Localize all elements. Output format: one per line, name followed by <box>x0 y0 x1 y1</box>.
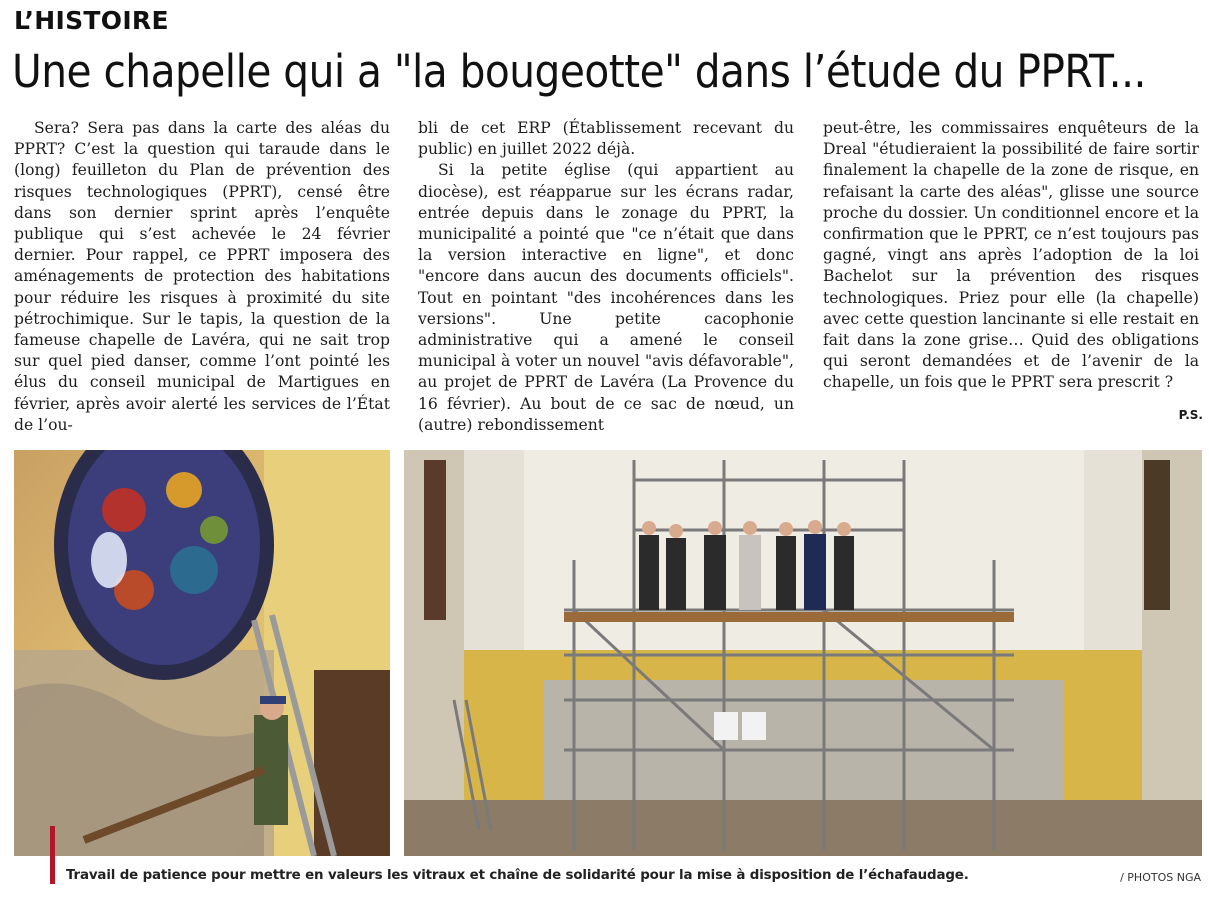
paragraph: Si la petite église (qui appartient au diocèse), est réapparue sur les écrans radar, entrée depuis dans le zonage du PPRT, la municipalité a pointé que "ce n’était que dans la version interactive en ligne", et donc "encore dans aucun des documents officiels". Tout en pointant "des incohérences dans les versions". Une petite cacophonie administrative qui a amené le conseil municipal à voter un nouvel "avis défavorable", au projet de PPRT de Lavéra (La Provence du 16 février). Au bout de ce sac de nœud, un (autre) rebondissement <box>418 161 794 434</box>
article-headline: Une chapelle qui a "la bougeotte" dans l’étude du PPRT... <box>12 45 1146 98</box>
photo-stained-glass-restoration <box>14 450 390 856</box>
paragraph: peut-être, les commissaires enquêteurs de la Dreal "étudieraient la possibilité de faire sortir finalement la chapelle de la zone de risque, en refaisant la carte des aléas", glisse une source proche du dossier. Un conditionnel encore et la confirmation que le PPRT, ce n’est toujours pas gagné, vingt ans après l’adoption de la loi Bachelot sur la prévention des risques technologiques. Priez pour elle (la chapelle) avec cette question lancinante si elle restait en fait dans la zone grise… Quid des obligations qui seront demandées et de l’avenir de la chapelle, un fois que le PPRT sera prescrit ? <box>823 119 1199 392</box>
article-column-1 <box>14 118 390 436</box>
paragraph: Sera? Sera pas dans la carte des aléas du PPRT? C’est la question qui taraude dans le (long) feuilleton du Plan de prévention des risques technologiques (PPRT), censé être dans son dernier sprint après l’enquête publique qui s’est achevée le 24 février dernier. Pour rappel, ce PPRT imposera des aménagements de protection des habitations pour réduire les risques à proximité du site pétrochimique. Sur le tapis, la question de la fameuse chapelle de Lavéra, qui ne sait trop sur quel pied danser, comme l’ont pointé les élus du conseil municipal de Martigues en février, après avoir alerté les services de l’État de l’ou- <box>14 119 390 434</box>
paragraph: bli de cet ERP (Établissement recevant du public) en juillet 2022 déjà. <box>418 119 794 159</box>
section-kicker: L’HISTOIRE <box>14 6 169 35</box>
photo-caption: Travail de patience pour mettre en valeurs les vitraux et chaîne de solidarité pour la mise à disposition de l’échafaudage. <box>66 868 969 883</box>
article-column-3 <box>823 118 1199 394</box>
author-signature: P.S. <box>1178 408 1203 422</box>
article-body <box>14 118 1204 434</box>
caption-accent-bar <box>50 826 55 884</box>
photo-credit: / PHOTOS NGA <box>1120 871 1201 884</box>
photo-scaffolding-chapel <box>404 450 1202 856</box>
article-column-2 <box>418 118 794 436</box>
